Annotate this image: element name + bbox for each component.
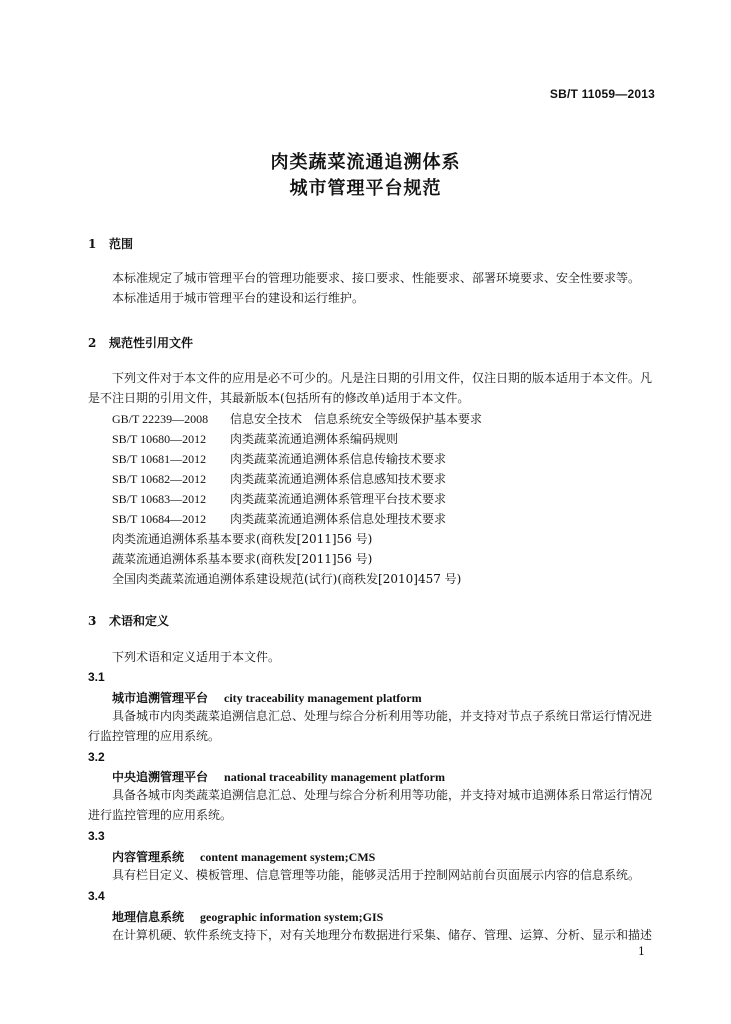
document-title-line1: 肉类蔬菜流通追溯体系 [270,152,461,173]
reference-item [112,470,446,487]
section-2-intro: 下列文件对于本文件的应用是必不可少的。凡是注日期的引用文件，仅注日期的版本适用于本文件。凡是不注日期的引用文件，其最新版本(包括所有的修改单)适用于本文件。 [88,371,653,405]
reference-item: 蔬菜流通追溯体系基本要求(商秩发[2011]56 号) [112,552,373,566]
term-en: national traceability management platform [224,770,445,784]
reference-item: 全国肉类蔬菜流通追溯体系建设规范(试行)(商秩发[2010]457 号) [112,572,462,586]
term-heading [112,768,445,785]
reference-code: SB/T 10683—2012 [112,492,207,506]
term-zh: 中央追溯管理平台 [112,770,209,784]
section-title: 规范性引用文件 [109,336,194,350]
section-number: 1 [88,237,97,251]
reference-code: SB/T 10682—2012 [112,472,207,486]
reference-item [112,510,446,527]
term-en: city traceability management platform [224,691,422,705]
reference-title: 肉类蔬菜流通追溯体系管理平台技术要求 [230,492,447,506]
section-1-heading [88,235,133,252]
reference-title: 肉类蔬菜流通追溯体系编码规则 [230,432,399,446]
section-title: 范围 [109,237,134,251]
reference-title: 肉类蔬菜流通追溯体系信息感知技术要求 [230,472,447,486]
reference-item [112,410,482,427]
reference-item [112,450,446,467]
reference-code: SB/T 10681—2012 [112,452,207,466]
term-definition: 具备城市内肉类蔬菜追溯信息汇总、处理与综合分析利用等功能，并支持对节点子系统日常运行情况进行监控管理的应用系统。 [88,709,653,743]
term-definition: 具有栏目定义、模板管理、信息管理等功能，能够灵活用于控制网站前台页面展示内容的信息系统。 [112,868,641,882]
section-2-heading [88,334,193,351]
term-en: geographic information system;GIS [200,910,384,924]
term-heading [112,689,422,706]
reference-title: 肉类蔬菜流通追溯体系信息传输技术要求 [230,452,447,466]
term-definition: 在计算机硬、软件系统支持下，对有关地理分布数据进行采集、储存、管理、运算、分析、显示和描述 [112,928,653,942]
reference-code: GB/T 22239—2008 [112,412,209,426]
term-definition: 具备各城市肉类蔬菜追溯信息汇总、处理与综合分析利用等功能，并支持对城市追溯体系日常运行情况进行监控管理的应用系统。 [88,788,653,822]
term-number: 3.2 [88,750,105,764]
standard-code: SB/T 11059—2013 [549,87,655,101]
term-zh: 城市追溯管理平台 [112,691,209,705]
document-title-line2: 城市管理平台规范 [289,178,442,199]
reference-code: SB/T 10684—2012 [112,512,207,526]
term-number: 3.4 [88,889,105,903]
term-zh: 地理信息系统 [112,910,185,924]
term-zh: 内容管理系统 [112,850,185,864]
section-1-paragraph: 本标准规定了城市管理平台的管理功能要求、接口要求、性能要求、部署环境要求、安全性要求等。 [112,271,641,285]
section-title: 术语和定义 [109,614,170,628]
section-number: 2 [88,336,97,350]
reference-item: 肉类流通追溯体系基本要求(商秩发[2011]56 号) [112,532,373,546]
reference-code: SB/T 10680—2012 [112,432,207,446]
reference-item [112,430,398,447]
term-number: 3.1 [88,670,105,684]
section-1-paragraph: 本标准适用于城市管理平台的建设和运行维护。 [112,291,365,305]
page-number: 1 [638,945,645,958]
term-number: 3.3 [88,829,105,843]
reference-title: 信息安全技术 信息系统安全等级保护基本要求 [230,412,483,426]
reference-item [112,490,446,507]
term-heading [112,908,383,925]
section-3-heading [88,612,169,629]
section-number: 3 [88,614,97,628]
reference-title: 肉类蔬菜流通追溯体系信息处理技术要求 [230,512,447,526]
section-3-intro: 下列术语和定义适用于本文件。 [112,650,281,664]
term-heading [112,848,375,865]
term-en: content management system;CMS [200,850,376,864]
